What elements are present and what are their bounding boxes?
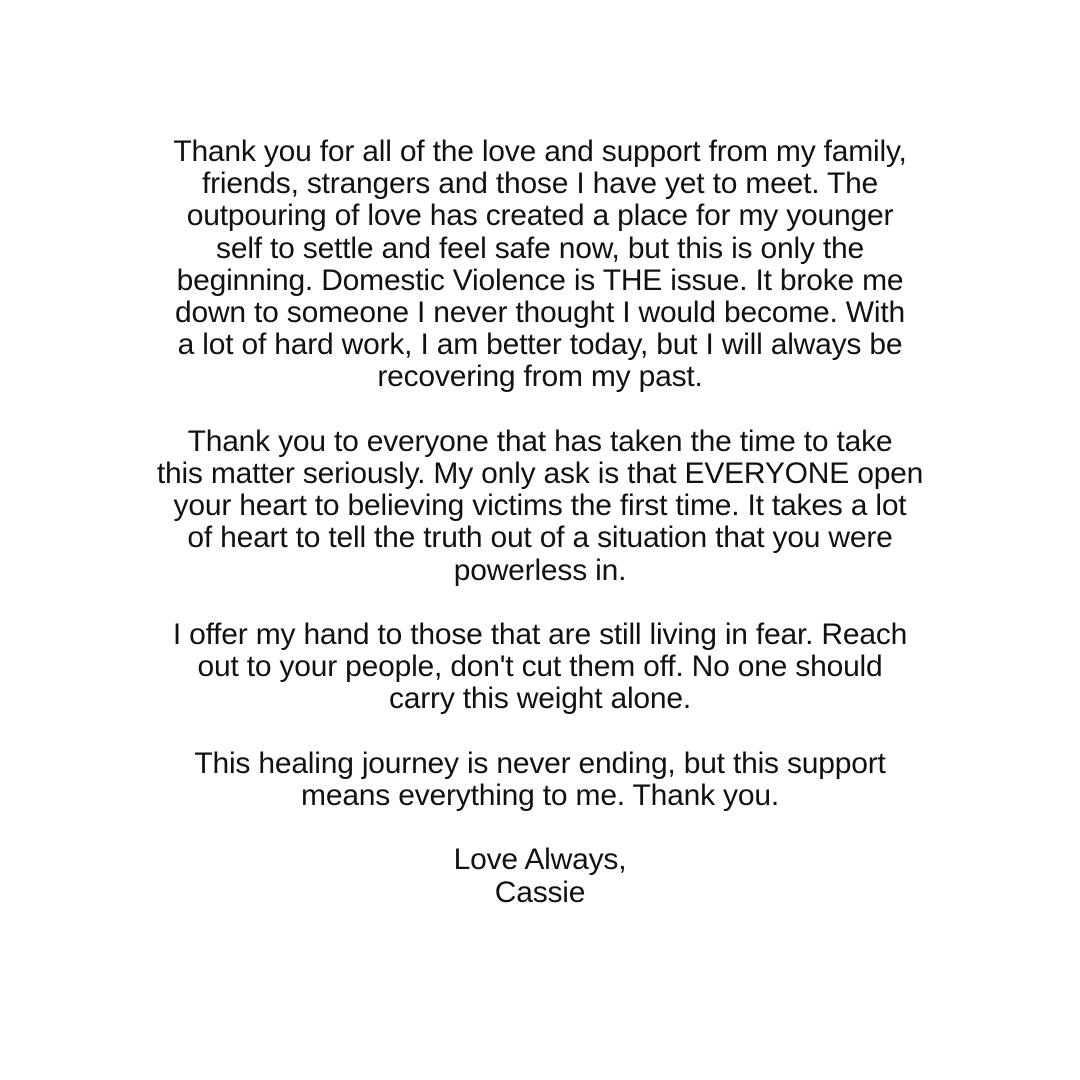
signature: Cassie bbox=[494, 875, 586, 909]
text-line: a lot of hard work, I am better today, but I will always be bbox=[177, 328, 903, 362]
text-line: down to someone I never thought I would become. With bbox=[174, 296, 906, 330]
text-line: This healing journey is never ending, but this support bbox=[194, 746, 886, 780]
text-line: self to settle and feel safe now, but this is only the bbox=[216, 231, 864, 265]
text-line: recovering from my past. bbox=[377, 360, 703, 394]
text-line: beginning. Domestic Violence is THE issue. It broke me bbox=[176, 263, 904, 297]
text-line: of heart to tell the truth out of a situation that you were bbox=[187, 521, 893, 555]
text-line: carry this weight alone. bbox=[388, 682, 691, 716]
text-line: friends, strangers and those I have yet to meet. The bbox=[201, 167, 879, 201]
text-line: powerless in. bbox=[453, 553, 627, 587]
paragraph-1 bbox=[0, 136, 1080, 394]
text-line: out to your people, don't cut them off. No one should bbox=[197, 650, 883, 684]
text-line: your heart to believing victims the first time. It takes a lot bbox=[173, 489, 907, 523]
text-line: means everything to me. Thank you. bbox=[301, 779, 779, 813]
paragraph-4 bbox=[0, 748, 1080, 812]
sign-off bbox=[0, 844, 1080, 908]
text-line: Thank you to everyone that has taken the time to take bbox=[187, 424, 893, 458]
closing-line: Love Always, bbox=[453, 843, 627, 877]
text-line: I offer my hand to those that are still living in fear. Reach bbox=[172, 618, 908, 652]
paragraph-3 bbox=[0, 619, 1080, 716]
text-line: Thank you for all of the love and support from my family, bbox=[173, 135, 907, 168]
text-line: this matter seriously. My only ask is that EVERYONE open bbox=[156, 457, 924, 491]
letter bbox=[0, 136, 1080, 941]
paragraph-2 bbox=[0, 426, 1080, 587]
text-line: outpouring of love has created a place for my younger bbox=[186, 199, 894, 233]
